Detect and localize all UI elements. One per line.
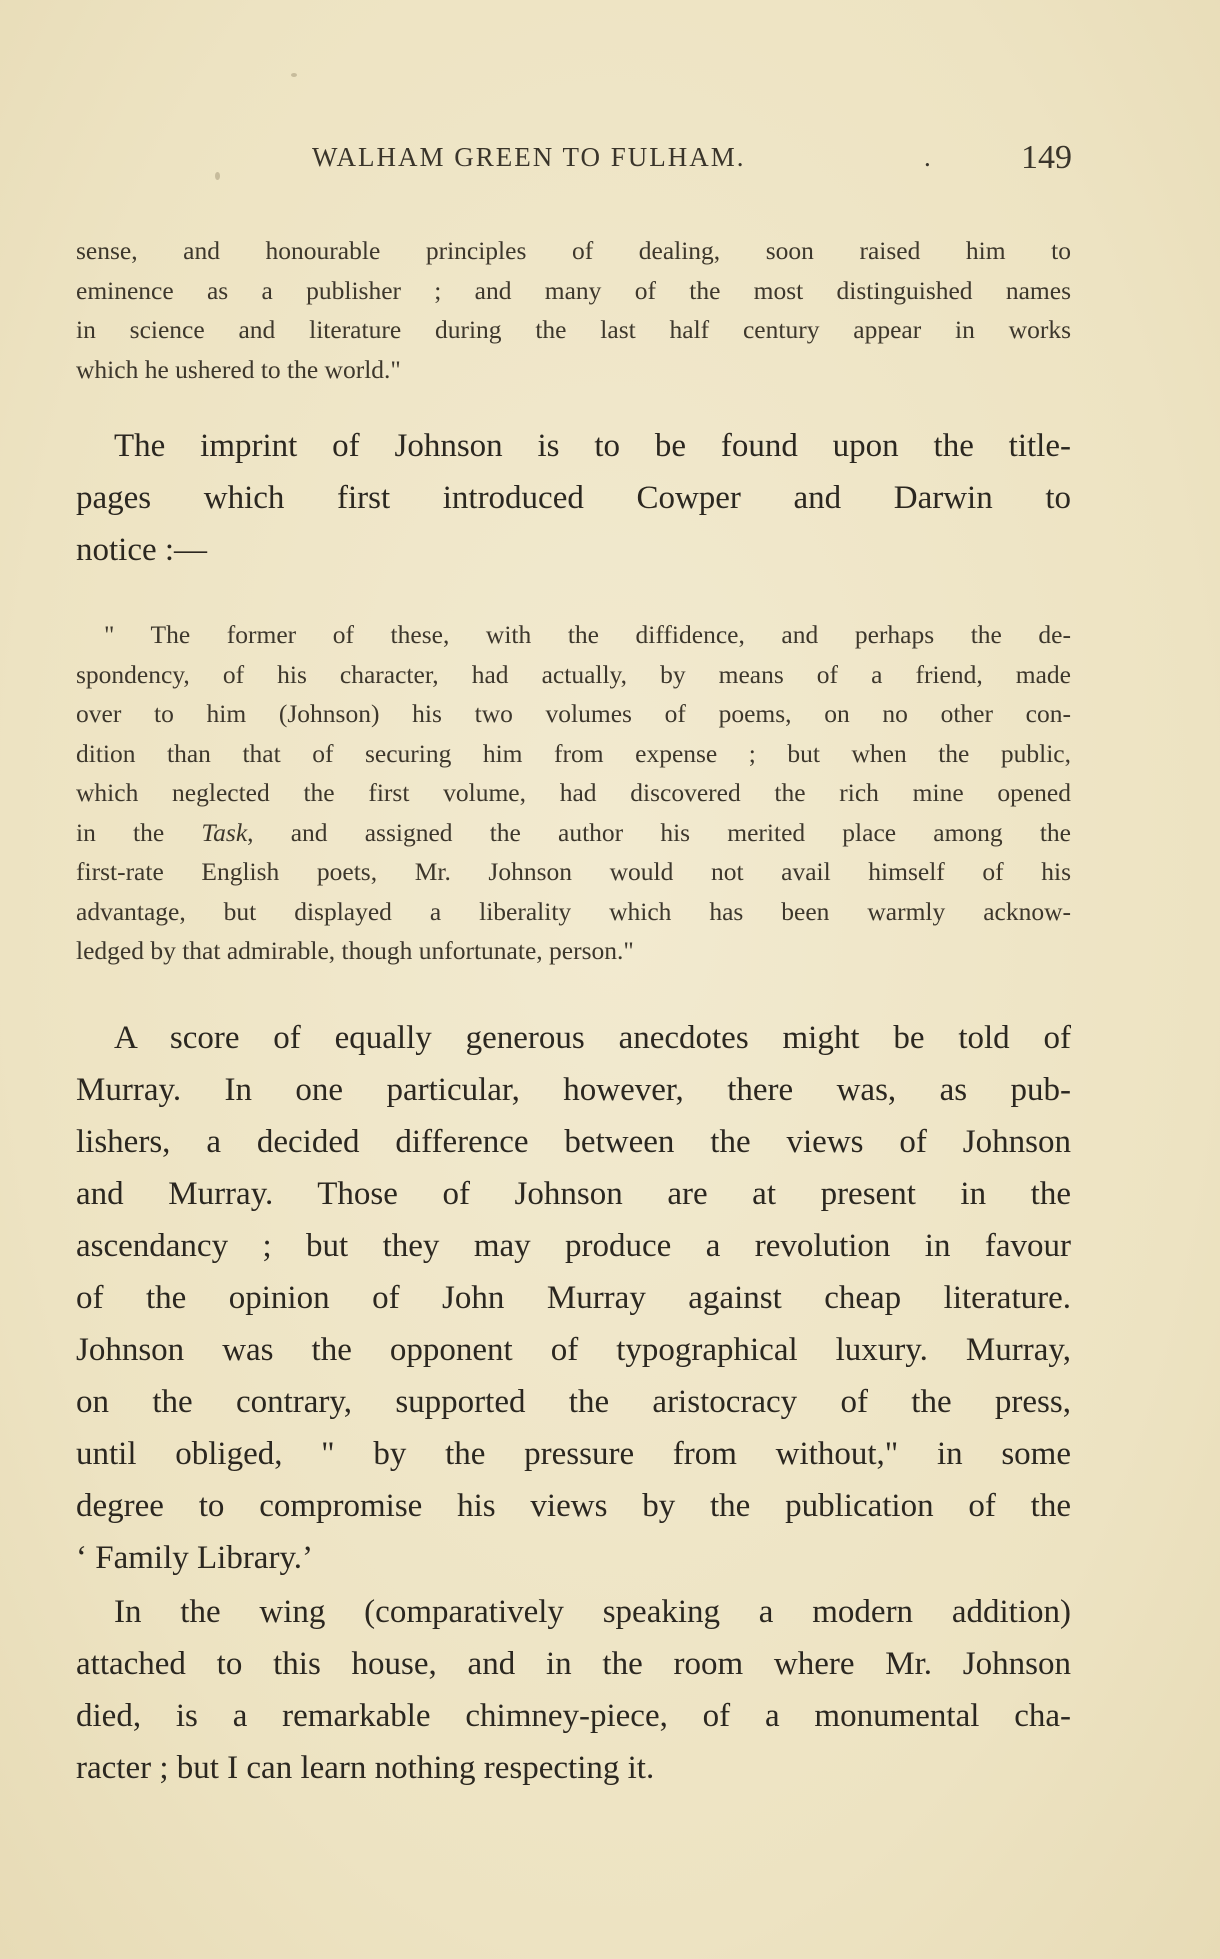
text-line: The imprint of Johnson is to be found upon the title- [114, 428, 1071, 464]
text-line: dition than that of securing him from expense ; but when the public, [76, 738, 1071, 768]
text-line: ascendancy ; but they may produce a revolution in favour [76, 1228, 1071, 1264]
page-header [312, 139, 1072, 182]
text-line: of the opinion of John Murray against cheap literature. [76, 1280, 1071, 1316]
text-line: until obliged, " by the pressure from without," in some [76, 1436, 1071, 1472]
text-line: and Murray. Those of Johnson are at present in the [76, 1176, 1071, 1212]
text-line: In the wing (comparatively speaking a modern addition) [114, 1594, 1071, 1630]
text-line: racter ; but I can learn nothing respecting it. [76, 1750, 655, 1786]
ink-speck [215, 172, 220, 180]
text-line: first-rate English poets, Mr. Johnson would not avail himself of his [76, 857, 1071, 886]
text-line: ledged by that admirable, though unfortunate, person." [76, 936, 634, 965]
text-line: " The former of these, with the diffidence, and perhaps the de- [104, 620, 1071, 649]
text-line: attached to this house, and in the room where Mr. Johnson [76, 1646, 1071, 1682]
text-line: Johnson was the opponent of typographical luxury. Murray, [76, 1332, 1071, 1368]
header-separator: . [924, 142, 931, 172]
text-line: over to him (Johnson) his two volumes of poems, on no other con- [76, 699, 1071, 728]
quote-continuation [76, 231, 1071, 389]
running-head: WALHAM GREEN TO FULHAM. [312, 142, 746, 172]
text-line: in science and literature during the last half century appear in works [76, 315, 1071, 344]
text-line: A score of equally generous anecdotes might be told of [114, 1020, 1071, 1056]
text-line: died, is a remarkable chimney-piece, of a monumental cha- [76, 1698, 1071, 1734]
text-line: notice :— [76, 532, 208, 568]
text-line: in the Task, and assigned the author his merited place among the [76, 817, 1071, 847]
text-line: which neglected the first volume, had discovered the rich mine opened [76, 778, 1071, 807]
text-line: sense, and honourable principles of dealing, soon raised him to [76, 236, 1071, 265]
text-line: which he ushered to the world." [76, 354, 401, 384]
body-paragraph [76, 1012, 1071, 1584]
text-line: eminence as a publisher ; and many of the most distinguished names [76, 275, 1071, 305]
text-line: spondency, of his character, had actually, by means of a friend, made [76, 659, 1071, 689]
block-quotation [76, 615, 1071, 971]
text-line: advantage, but displayed a liberality which has been warmly acknow- [76, 896, 1071, 926]
text-line: lishers, a decided difference between the views of Johnson [76, 1124, 1071, 1160]
text-line: Murray. In one particular, however, there was, as pub- [76, 1072, 1071, 1108]
text-line: pages which first introduced Cowper and Darwin to [76, 480, 1071, 516]
body-paragraph [76, 1586, 1071, 1794]
text-line: on the contrary, supported the aristocracy of the press, [76, 1384, 1071, 1420]
ink-speck [291, 73, 297, 77]
italic-title: Task [201, 817, 248, 847]
body-paragraph [76, 420, 1071, 576]
text-line: ‘ Family Library.’ [76, 1540, 314, 1576]
page-number: 149 [1021, 139, 1072, 176]
text-line: degree to compromise his views by the publication of the [76, 1488, 1071, 1524]
